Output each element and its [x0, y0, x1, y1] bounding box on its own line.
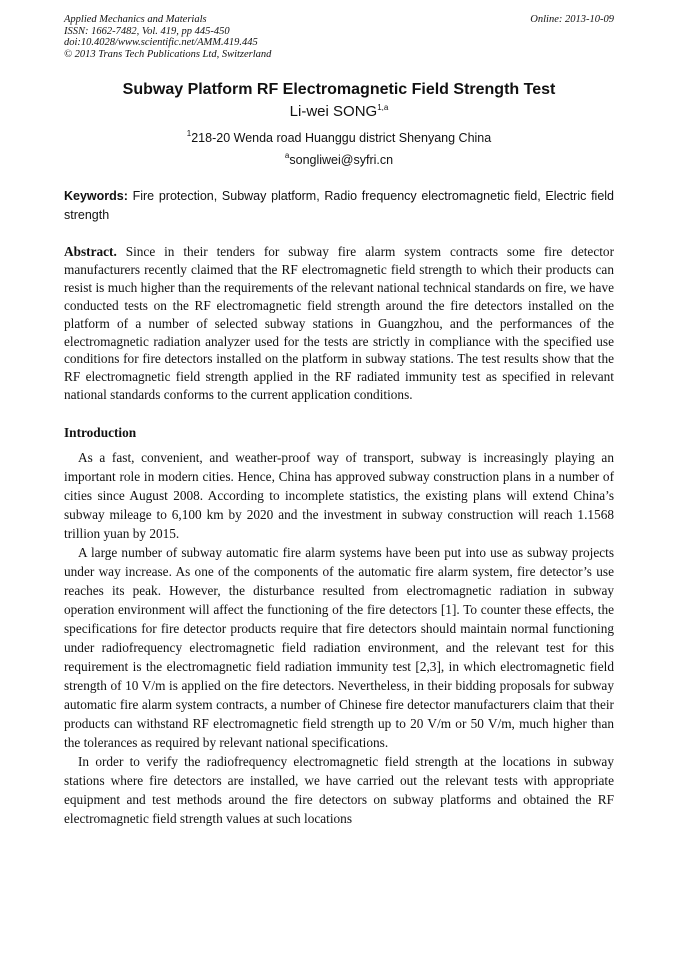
paragraph: A large number of subway automatic fire alarm systems have been put into use as subway projects under way increase. As one of the components of the automatic fire alarm system, fire detector’s use reaches its peak. However, the disturbance resulted from electromagnetic radiation in subway operation environment will affect the functioning of the fire detectors [1]. To counter these effects, the specifications for fire detector products require that fire detectors should maintain normal functioning under radiofrequency electromagnetic field radiation environment, and the relevant test for this requirement is the electromagnetic field radiation immunity test [2,3], in which electromagnetic field strength of 10 V/m is applied on the fire detectors. Nevertheless, in their bidding proposals for subway automatic fire alarm system contracts, a number of Chinese fire detector manufacturers claim that their products can withstand RF electromagnetic field strength up to 20 V/m or 50 V/m, much higher than the tolerances as required by relevant national specifications.	[64, 545, 614, 750]
online-date: Online: 2013-10-09	[530, 14, 614, 25]
abstract-text: Since in their tenders for subway fire alarm system contracts some fire detector manufacturers recently claimed that the RF electromagnetic field strength to which their products can resist is much higher than the requirements of the relevant national technical standards on fire, we have conducted tests on the RF electromagnetic field strength around the fire detectors installed on the platform of a number of selected subway stations in Guangzhou, and the performances of the electromagnetic radiation analyzer used for the tests are strictly in compliance with the specified use conditions for fire detectors installed on the platform in subway stations. The test results show that the RF electromagnetic field strength applied in the RF radiated immunity test as specified in relevant national standards conforms to the current application conditions.	[64, 244, 614, 403]
affiliation-text: 218-20 Wenda road Huanggu district Shenyang China	[191, 131, 492, 145]
copyright: © 2013 Trans Tech Publications Ltd, Switzerland	[64, 48, 272, 60]
paper-title: Subway Platform RF Electromagnetic Field Strength Test	[122, 81, 556, 98]
author	[0, 103, 678, 120]
keywords-label: Keywords:	[64, 189, 128, 203]
abstract-label: Abstract.	[64, 244, 117, 259]
keywords-text: Fire protection, Subway platform, Radio frequency electromagnetic field, Electric field strength	[64, 189, 614, 222]
email-text: songliwei@syfri.cn	[289, 153, 394, 167]
author-sup: 1,a	[377, 103, 389, 112]
email-sup: a	[284, 151, 290, 160]
keywords	[64, 187, 614, 225]
introduction-heading: Introduction	[64, 425, 137, 440]
journal-header	[64, 14, 271, 60]
email	[0, 153, 678, 167]
introduction-body	[64, 448, 614, 828]
affiliation-sup: 1	[186, 129, 192, 138]
paragraph: In order to verify the radiofrequency electromagnetic field strength at the locations in subway stations where fire detectors are installed, we have carried out the relevant tests with appropriate equipment and test methods around the fire detectors on subway platforms and obtained the RF electromagnetic field strength values at such locations	[64, 754, 614, 826]
author-name: Li-wei SONG	[289, 103, 378, 120]
affiliation	[0, 131, 678, 145]
journal-name: Applied Mechanics and Materials	[64, 14, 207, 25]
abstract	[64, 243, 614, 404]
issn: ISSN: 1662-7482, Vol. 419, pp 445-450	[64, 25, 230, 37]
doi: doi:10.4028/www.scientific.net/AMM.419.445	[64, 37, 258, 48]
paragraph: As a fast, convenient, and weather-proof way of transport, subway is increasingly playing an important role in modern cities. Hence, China has approved subway construction plans in a number of cities since August 2008. According to incomplete statistics, the existing plans will extend China’s subway mileage to 6,100 km by 2020 and the investment in subway construction will reach 1.1568 trillion yuan by 2015.	[64, 450, 614, 541]
